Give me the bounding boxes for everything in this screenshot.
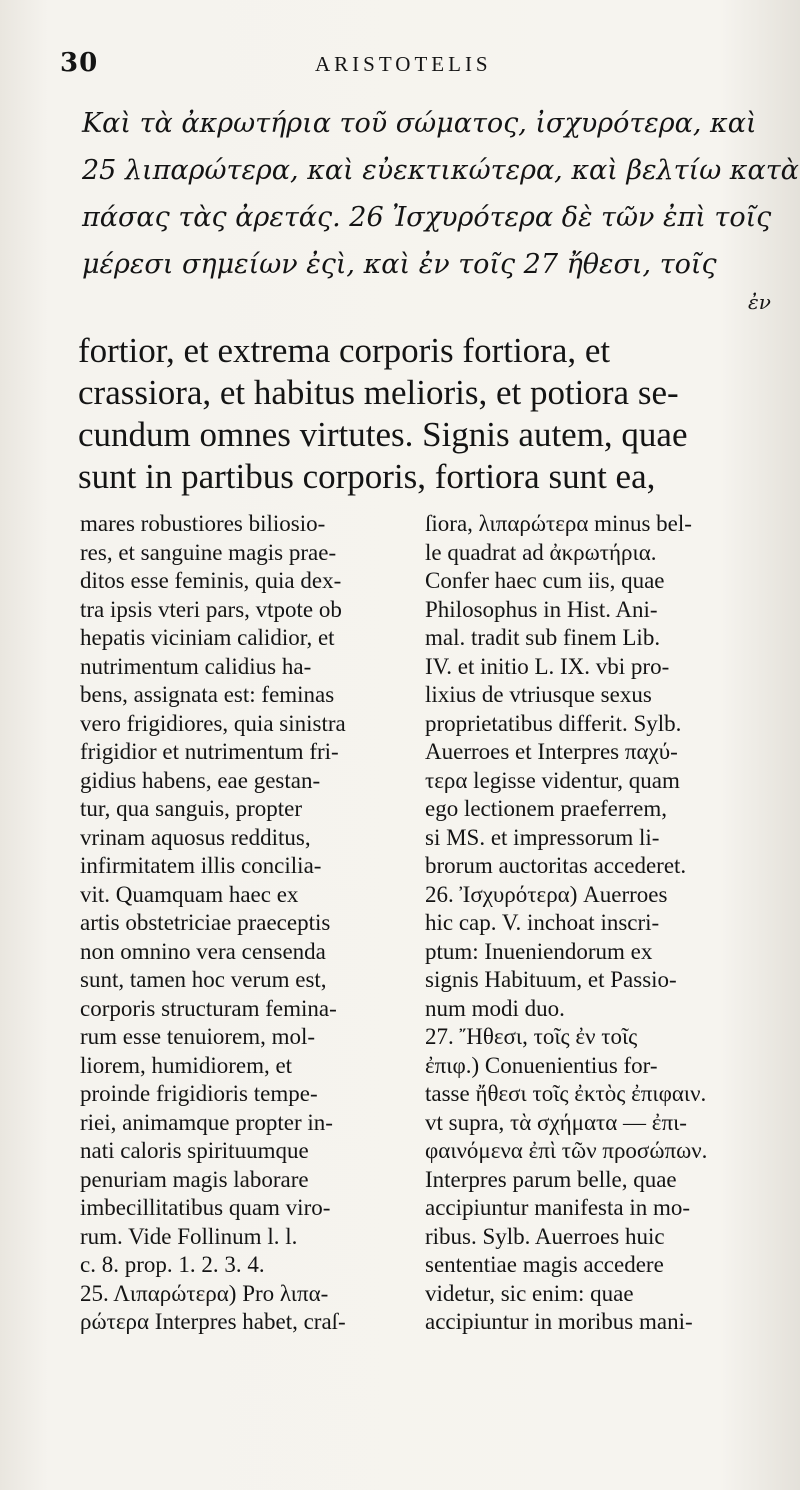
note-line: ἐπιφ.) Conuenientius for-	[425, 1052, 658, 1078]
page-number: 30	[60, 48, 99, 78]
greek-catchword: ἐν	[748, 290, 771, 314]
note-line: bens, assignata est: feminas	[80, 682, 335, 707]
note-line: Philosophus in Hist. Ani-	[425, 596, 658, 622]
greek-line: πάσας τὰς ἀρετάς. 26 Ἰσχυρότερα δὲ τῶν ἐπὶ τοῖς	[82, 202, 772, 233]
notes-right-column	[425, 510, 770, 1337]
note-line: mares robustiores biliosio-	[80, 511, 326, 536]
note-line: c. 8. prop. 1. 2. 3. 4.	[80, 1252, 265, 1277]
note-line: ptum: Inueniendorum ex	[425, 938, 653, 964]
greek-line: Καὶ τὰ ἀκρωτήρια τοῦ σώματος, ἰσχυρότερα, καὶ	[82, 108, 757, 139]
latin-line: fortior, et extrema corporis fortiora, et	[78, 331, 611, 370]
note-line: 25. Λιπαρώτερα) Pro λιπα-	[80, 1280, 329, 1306]
note-line: signis Habituum, et Passio-	[425, 967, 677, 992]
note-line: 26. Ἰσχυρότερα) Auerroes	[425, 881, 668, 907]
note-line: accipiuntur manifesta in mo-	[425, 1195, 691, 1220]
note-line: tra ipsis vteri pars, vtpote ob	[80, 596, 342, 622]
note-line: infirmitatem illis concilia-	[80, 853, 322, 878]
latin-line: cundum omnes virtutes. Signis autem, quae	[78, 415, 688, 454]
note-line: proinde frigidioris tempe-	[80, 1081, 318, 1106]
latin-translation-block	[78, 330, 768, 498]
note-line: vero frigidiores, quia sinistra	[80, 710, 346, 736]
note-line: 27. Ἤθεσι, τοῖς ἐν τοῖς	[425, 1024, 638, 1049]
greek-line: 25 λιπαρώτερα, καὶ εὐεκτικώτερα, καὶ βελτίω κατὰ	[82, 155, 799, 186]
note-line: ſiora, λιπαρώτερα minus bel-	[425, 511, 692, 536]
note-line: le quadrat ad ἀκρωτήρια.	[425, 539, 657, 565]
note-line: corporis structuram femina-	[80, 995, 337, 1021]
latin-line: sunt in partibus corporis, fortiora sunt ea,	[78, 457, 656, 496]
note-line: brorum auctoritas accederet.	[425, 853, 687, 878]
notes-left-column	[80, 510, 405, 1337]
note-line: hic cap. V. inchoat inscri-	[425, 910, 660, 935]
note-line: vrinam aquosus redditus,	[80, 824, 311, 850]
note-line: accipiuntur in moribus mani-	[425, 1309, 693, 1334]
note-line: τερα legisse videntur, quam	[425, 767, 680, 793]
note-line: mal. tradit sub finem Lib.	[425, 625, 661, 650]
note-line: non omnino vera censenda	[80, 938, 326, 964]
note-line: ribus. Sylb. Auerroes huic	[425, 1223, 665, 1249]
note-line: ego lectionem praeferrem,	[425, 796, 668, 821]
note-line: Interpres parum belle, quae	[425, 1166, 677, 1192]
note-line: sententiae magis accedere	[425, 1252, 664, 1277]
note-line: vt supra, τὰ σχήματα — ἐπι-	[425, 1109, 687, 1135]
note-line: ρώτερα Interpres habet, craſ-	[80, 1309, 346, 1334]
note-line: ditos esse feminis, quia dex-	[80, 568, 342, 593]
note-line: lixius de vtriusque sexus	[425, 682, 652, 707]
note-line: res, et sanguine magis prae-	[80, 539, 337, 565]
note-line: tur, qua sanguis, propter	[80, 796, 303, 821]
note-line: vit. Quamquam haec ex	[80, 881, 299, 907]
running-head: ARISTOTELIS	[315, 52, 492, 76]
greek-line: μέρεσι σημείων ἐςὶ, καὶ ἐν τοῖς 27 ἤθεσι, τοῖς	[82, 249, 717, 280]
note-line: tasse ἤθεσι τοῖς ἐκτὸς ἐπιφαιν.	[425, 1081, 707, 1106]
note-line: num modi duo.	[425, 995, 565, 1021]
note-line: frigidior et nutrimentum fri-	[80, 739, 339, 764]
note-line: rum esse tenuiorem, mol-	[80, 1024, 316, 1049]
note-line: Auerroes et Interpres παχύ-	[425, 739, 678, 764]
note-line: penuriam magis laborare	[80, 1166, 309, 1192]
note-line: imbecillitatibus quam viro-	[80, 1195, 331, 1220]
note-line: rum. Vide Follinum l. l.	[80, 1223, 298, 1249]
note-line: sunt, tamen hoc verum est,	[80, 967, 327, 992]
note-line: liorem, humidiorem, et	[80, 1052, 293, 1078]
note-line: videtur, sic enim: quae	[425, 1280, 634, 1306]
latin-line: crassiora, et habitus melioris, et potiora se-	[78, 373, 679, 412]
note-line: Confer haec cum iis, quae	[425, 568, 665, 593]
note-line: riei, animamque propter in-	[80, 1109, 333, 1135]
note-line: IV. et initio L. IX. vbi pro-	[425, 653, 670, 679]
note-line: φαινόμενα ἐπὶ τῶν προσώπων.	[425, 1138, 708, 1163]
page-header	[60, 48, 760, 88]
greek-text-block	[82, 100, 799, 288]
note-line: gidius habens, eae gestan-	[80, 767, 321, 793]
note-line: artis obstetriciae praeceptis	[80, 910, 331, 935]
note-line: proprietatibus differit. Sylb.	[425, 710, 682, 736]
note-line: hepatis viciniam calidior, et	[80, 625, 335, 650]
note-line: nati caloris spirituumque	[80, 1138, 309, 1163]
note-line: si MS. et impressorum li-	[425, 824, 660, 850]
note-line: nutrimentum calidius ha-	[80, 653, 312, 679]
